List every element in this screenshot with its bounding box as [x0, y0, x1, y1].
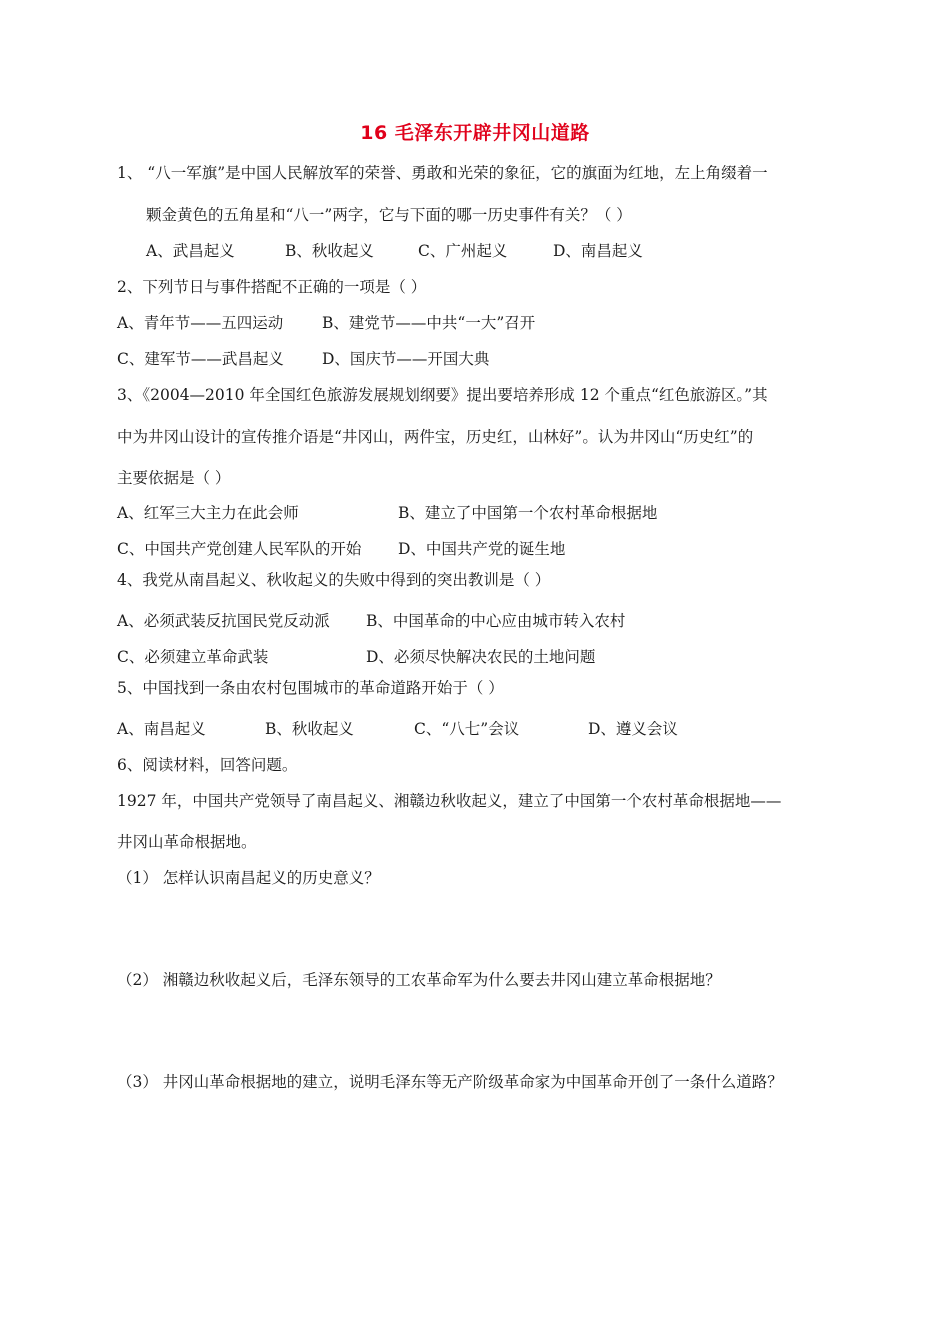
- q1-stem-line2: 颗金黄色的五角星和“八一”两字，它与下面的哪一历史事件有关？（ ）: [146, 206, 632, 224]
- q6-stem: 6、阅读材料，回答问题。: [117, 756, 298, 774]
- q3-option-c: C、中国共产党创建人民军队的开始: [117, 540, 362, 558]
- q3-stem-line2: 中为井冈山设计的宣传推介语是“井冈山，两件宝，历史红，山林好”。认为井冈山“历史红”的: [117, 428, 754, 446]
- q4-option-a: A、必须武装反抗国民党反动派: [117, 612, 330, 630]
- q1-option-b: B、秋收起义: [285, 242, 374, 260]
- q2-option-a: A、青年节——五四运动: [117, 314, 284, 332]
- q6-material-line2: 井冈山革命根据地。: [117, 833, 257, 851]
- q4-stem: 4、我党从南昌起义、秋收起义的失败中得到的突出教训是（ ）: [117, 571, 551, 589]
- q3-stem-line3: 主要依据是（ ）: [117, 469, 231, 487]
- q3-stem-line1: 3、《2004—2010 年全国红色旅游发展规划纲要》提出要培养形成 12 个重点“红色旅游区。”其: [117, 386, 768, 404]
- q6-material-line1: 1927 年，中国共产党领导了南昌起义、湘赣边秋收起义，建立了中国第一个农村革命根据地——: [117, 792, 782, 810]
- q2-option-b: B、建党节——中共“一大”召开: [322, 314, 536, 332]
- q4-option-b: B、中国革命的中心应由城市转入农村: [366, 612, 626, 630]
- q5-option-b: B、秋收起义: [265, 720, 354, 738]
- q6-subquestion-3: （3） 井冈山革命根据地的建立，说明毛泽东等无产阶级革命家为中国革命开创了一条什么道路？: [117, 1073, 783, 1091]
- q2-option-d: D、国庆节——开国大典: [322, 350, 490, 368]
- q6-subquestion-2: （2） 湘赣边秋收起义后，毛泽东领导的工农革命军为什么要去井冈山建立革命根据地？: [117, 971, 721, 989]
- q4-option-c: C、必须建立革命武装: [117, 648, 269, 666]
- q1-stem-line1: 1、 “八一军旗”是中国人民解放军的荣誉、勇敢和光荣的象征，它的旗面为红地，左上角缀着一: [117, 164, 768, 182]
- q5-stem: 5、中国找到一条由农村包围城市的革命道路开始于（ ）: [117, 679, 504, 697]
- q3-option-a: A、红军三大主力在此会师: [117, 504, 299, 522]
- q4-option-d: D、必须尽快解决农民的土地问题: [366, 648, 596, 666]
- q3-option-d: D、中国共产党的诞生地: [398, 540, 566, 558]
- q1-option-d: D、南昌起义: [553, 242, 643, 260]
- q2-stem: 2、下列节日与事件搭配不正确的一项是（ ）: [117, 278, 427, 296]
- q1-option-a: A、武昌起义: [146, 242, 235, 260]
- q3-option-b: B、建立了中国第一个农村革命根据地: [398, 504, 658, 522]
- q5-option-a: A、南昌起义: [117, 720, 206, 738]
- q2-option-c: C、建军节——武昌起义: [117, 350, 284, 368]
- page-title: 16 毛泽东开辟井冈山道路: [360, 122, 590, 144]
- q1-option-c: C、广州起义: [418, 242, 508, 260]
- q6-subquestion-1: （1） 怎样认识南昌起义的历史意义？: [117, 869, 380, 887]
- q5-option-d: D、遵义会议: [588, 720, 678, 738]
- q5-option-c: C、“八七”会议: [414, 720, 520, 738]
